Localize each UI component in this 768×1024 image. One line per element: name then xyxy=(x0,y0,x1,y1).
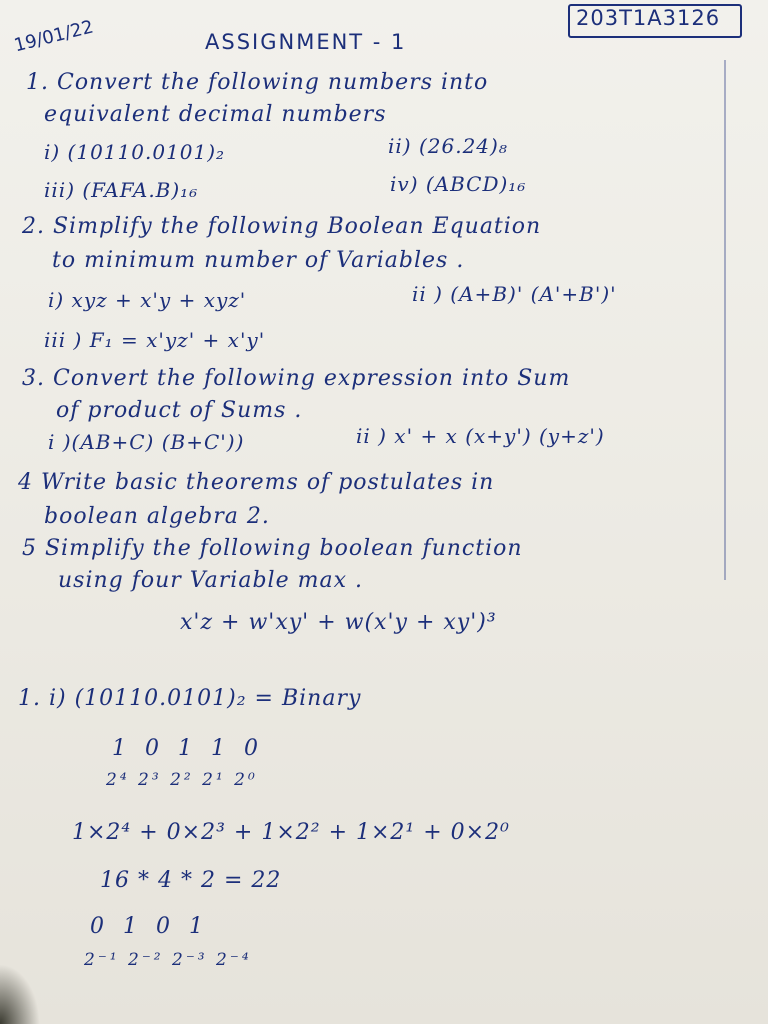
q1-line2: equivalent decimal numbers xyxy=(44,102,387,127)
answer-powers-fraction: 2⁻¹ 2⁻² 2⁻³ 2⁻⁴ xyxy=(84,950,252,970)
q4-line1: 4 Write basic theorems of postulates in xyxy=(18,470,495,495)
q5-line1: 5 Simplify the following boolean function xyxy=(22,536,523,561)
q2-part-ii: ii ) (A+B)' (A'+B')' xyxy=(412,282,617,306)
q1-part-iii: iii) (FAFA.B)₁₆ xyxy=(44,178,199,202)
q1-part-iv: iv) (ABCD)₁₆ xyxy=(390,172,527,196)
q4-line2: boolean algebra 2. xyxy=(44,504,270,529)
q1-part-ii: ii) (26.24)₈ xyxy=(388,134,508,158)
q5-expression: x'z + w'xy' + w(x'y + xy')³ xyxy=(180,610,497,635)
answer-expansion: 1×2⁴ + 0×2³ + 1×2² + 1×2¹ + 0×2⁰ xyxy=(72,820,510,845)
q2-part-i: i) xyz + x'y + xyz' xyxy=(48,288,247,312)
answer-sum: 16 * 4 * 2 = 22 xyxy=(100,868,282,893)
q3-line1: 3. Convert the following expression into Sum xyxy=(22,366,571,391)
answer-digits-integer: 1 0 1 1 0 xyxy=(112,736,264,761)
q2-line2: to minimum number of Variables . xyxy=(52,248,465,273)
q2-part-iii: iii ) F₁ = x'yz' + x'y' xyxy=(44,328,266,352)
roll-number: 203T1A3126 xyxy=(576,6,721,30)
answer-powers-integer: 2⁴ 2³ 2² 2¹ 2⁰ xyxy=(106,770,258,790)
answer-digits-fraction: 0 1 0 1 xyxy=(90,914,209,939)
q3-part-ii: ii ) x' + x (x+y') (y+z') xyxy=(356,424,605,448)
q3-part-i: i )(AB+C) (B+C')) xyxy=(48,430,245,454)
margin-line xyxy=(724,60,726,580)
q2-line1: 2. Simplify the following Boolean Equation xyxy=(22,214,542,239)
q3-line2: of product of Sums . xyxy=(56,398,303,423)
page-title: ASSIGNMENT - 1 xyxy=(205,30,407,54)
date: 19/01/22 xyxy=(12,16,96,57)
page-corner-shadow xyxy=(0,964,40,1024)
answer-heading: 1. i) (10110.0101)₂ = Binary xyxy=(18,686,362,711)
q5-line2: using four Variable max . xyxy=(58,568,363,593)
q1-line1: 1. Convert the following numbers into xyxy=(26,70,489,95)
q1-part-i: i) (10110.0101)₂ xyxy=(44,140,226,164)
